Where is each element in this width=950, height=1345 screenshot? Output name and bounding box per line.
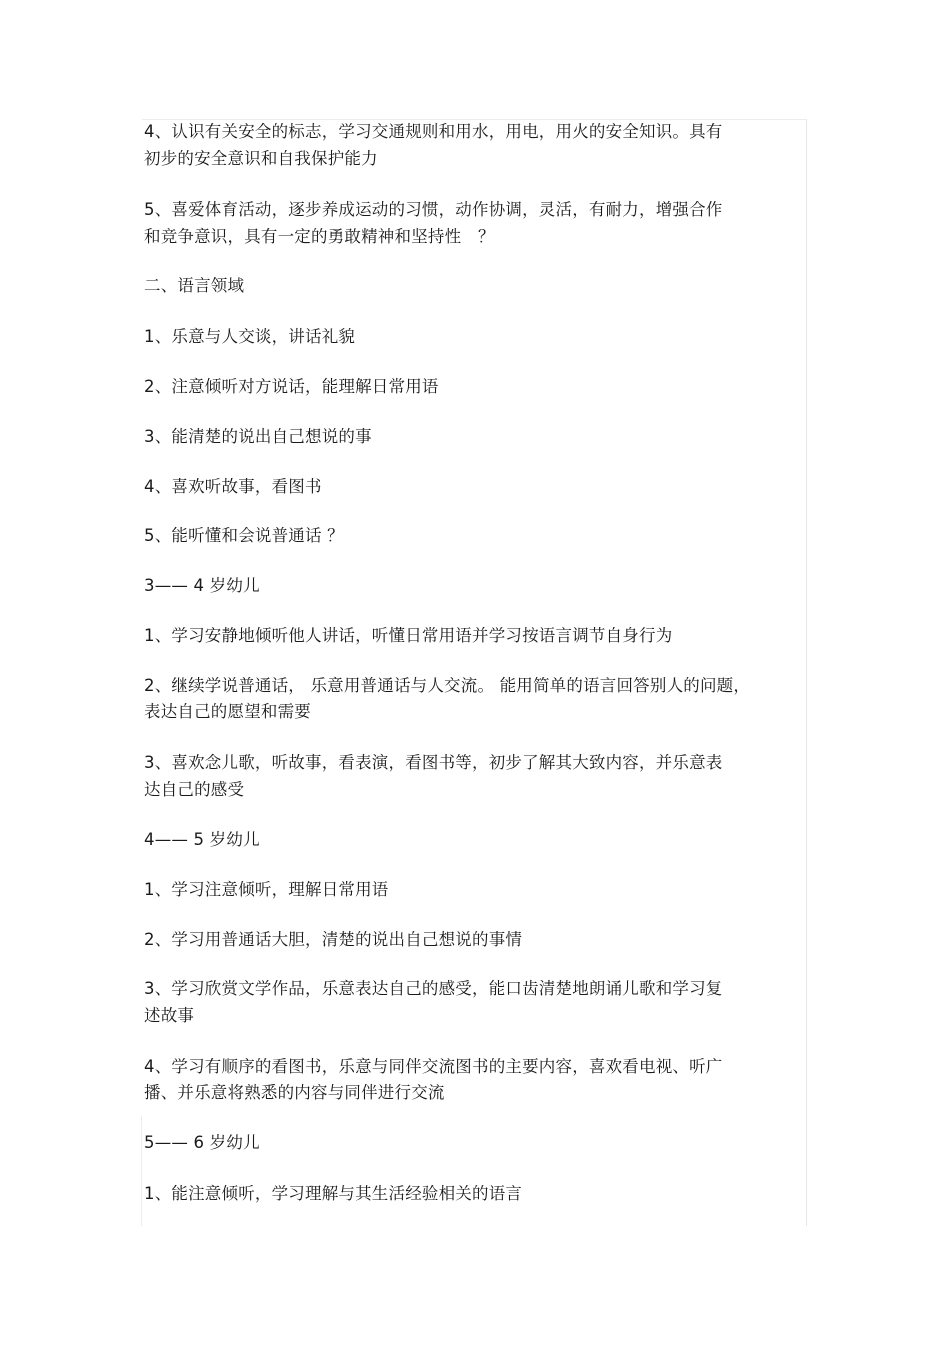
text-line: 3、喜欢念儿歌，听故事，看表演，看图书等，初步了解其大致内容，并乐意表 — [144, 753, 723, 772]
age-group-heading: 5—— 6 岁幼儿 — [144, 1133, 260, 1152]
text-line: 达自己的感受 — [144, 780, 245, 799]
text-line: 3、学习欣赏文学作品，乐意表达自己的感受，能口齿清楚地朗诵儿歌和学习复 — [144, 979, 723, 998]
text-line: 表达自己的愿望和需要 — [144, 702, 311, 721]
text-line: 初步的安全意识和自我保护能力 — [144, 149, 378, 168]
text-line: 4、喜欢听故事，看图书 — [144, 477, 322, 496]
text-line: 2、继续学说普通话， 乐意用普通话与人交流。 能用简单的语言回答别人的问题， — [144, 676, 751, 695]
section-heading: 二、语言领域 — [144, 276, 245, 295]
age-group-heading: 3—— 4 岁幼儿 — [144, 576, 260, 595]
text-line: 5、喜爱体育活动，逐步养成运动的习惯，动作协调，灵活，有耐力，增强合作 — [144, 200, 723, 219]
text-line: 1、学习安静地倾听他人讲话，听懂日常用语并学习按语言调节自身行为 — [144, 626, 673, 645]
age-group-heading: 4—— 5 岁幼儿 — [144, 830, 260, 849]
text-line: 1、学习注意倾听，理解日常用语 — [144, 880, 389, 899]
text-line: 和竞争意识，具有一定的勇敢精神和坚持性 ？ — [144, 227, 495, 246]
text-line: 2、注意倾听对方说话，能理解日常用语 — [144, 377, 439, 396]
text-line: 3、能清楚的说出自己想说的事 — [144, 427, 372, 446]
text-line: 播、并乐意将熟悉的内容与同伴进行交流 — [144, 1083, 445, 1102]
text-line: 2、学习用普通话大胆，清楚的说出自己想说的事情 — [144, 930, 523, 949]
text-line: 4、学习有顺序的看图书，乐意与同伴交流图书的主要内容，喜欢看电视、听广 — [144, 1057, 723, 1076]
text-line: 述故事 — [144, 1006, 195, 1025]
text-line: 4、认识有关安全的标志，学习交通规则和用水，用电，用火的安全知识。具有 — [144, 122, 723, 141]
text-line: 5、能听懂和会说普通话 ？ — [144, 526, 344, 545]
text-line: 1、能注意倾听，学习理解与其生活经验相关的语言 — [144, 1184, 523, 1203]
text-line: 1、乐意与人交谈，讲话礼貌 — [144, 327, 356, 346]
